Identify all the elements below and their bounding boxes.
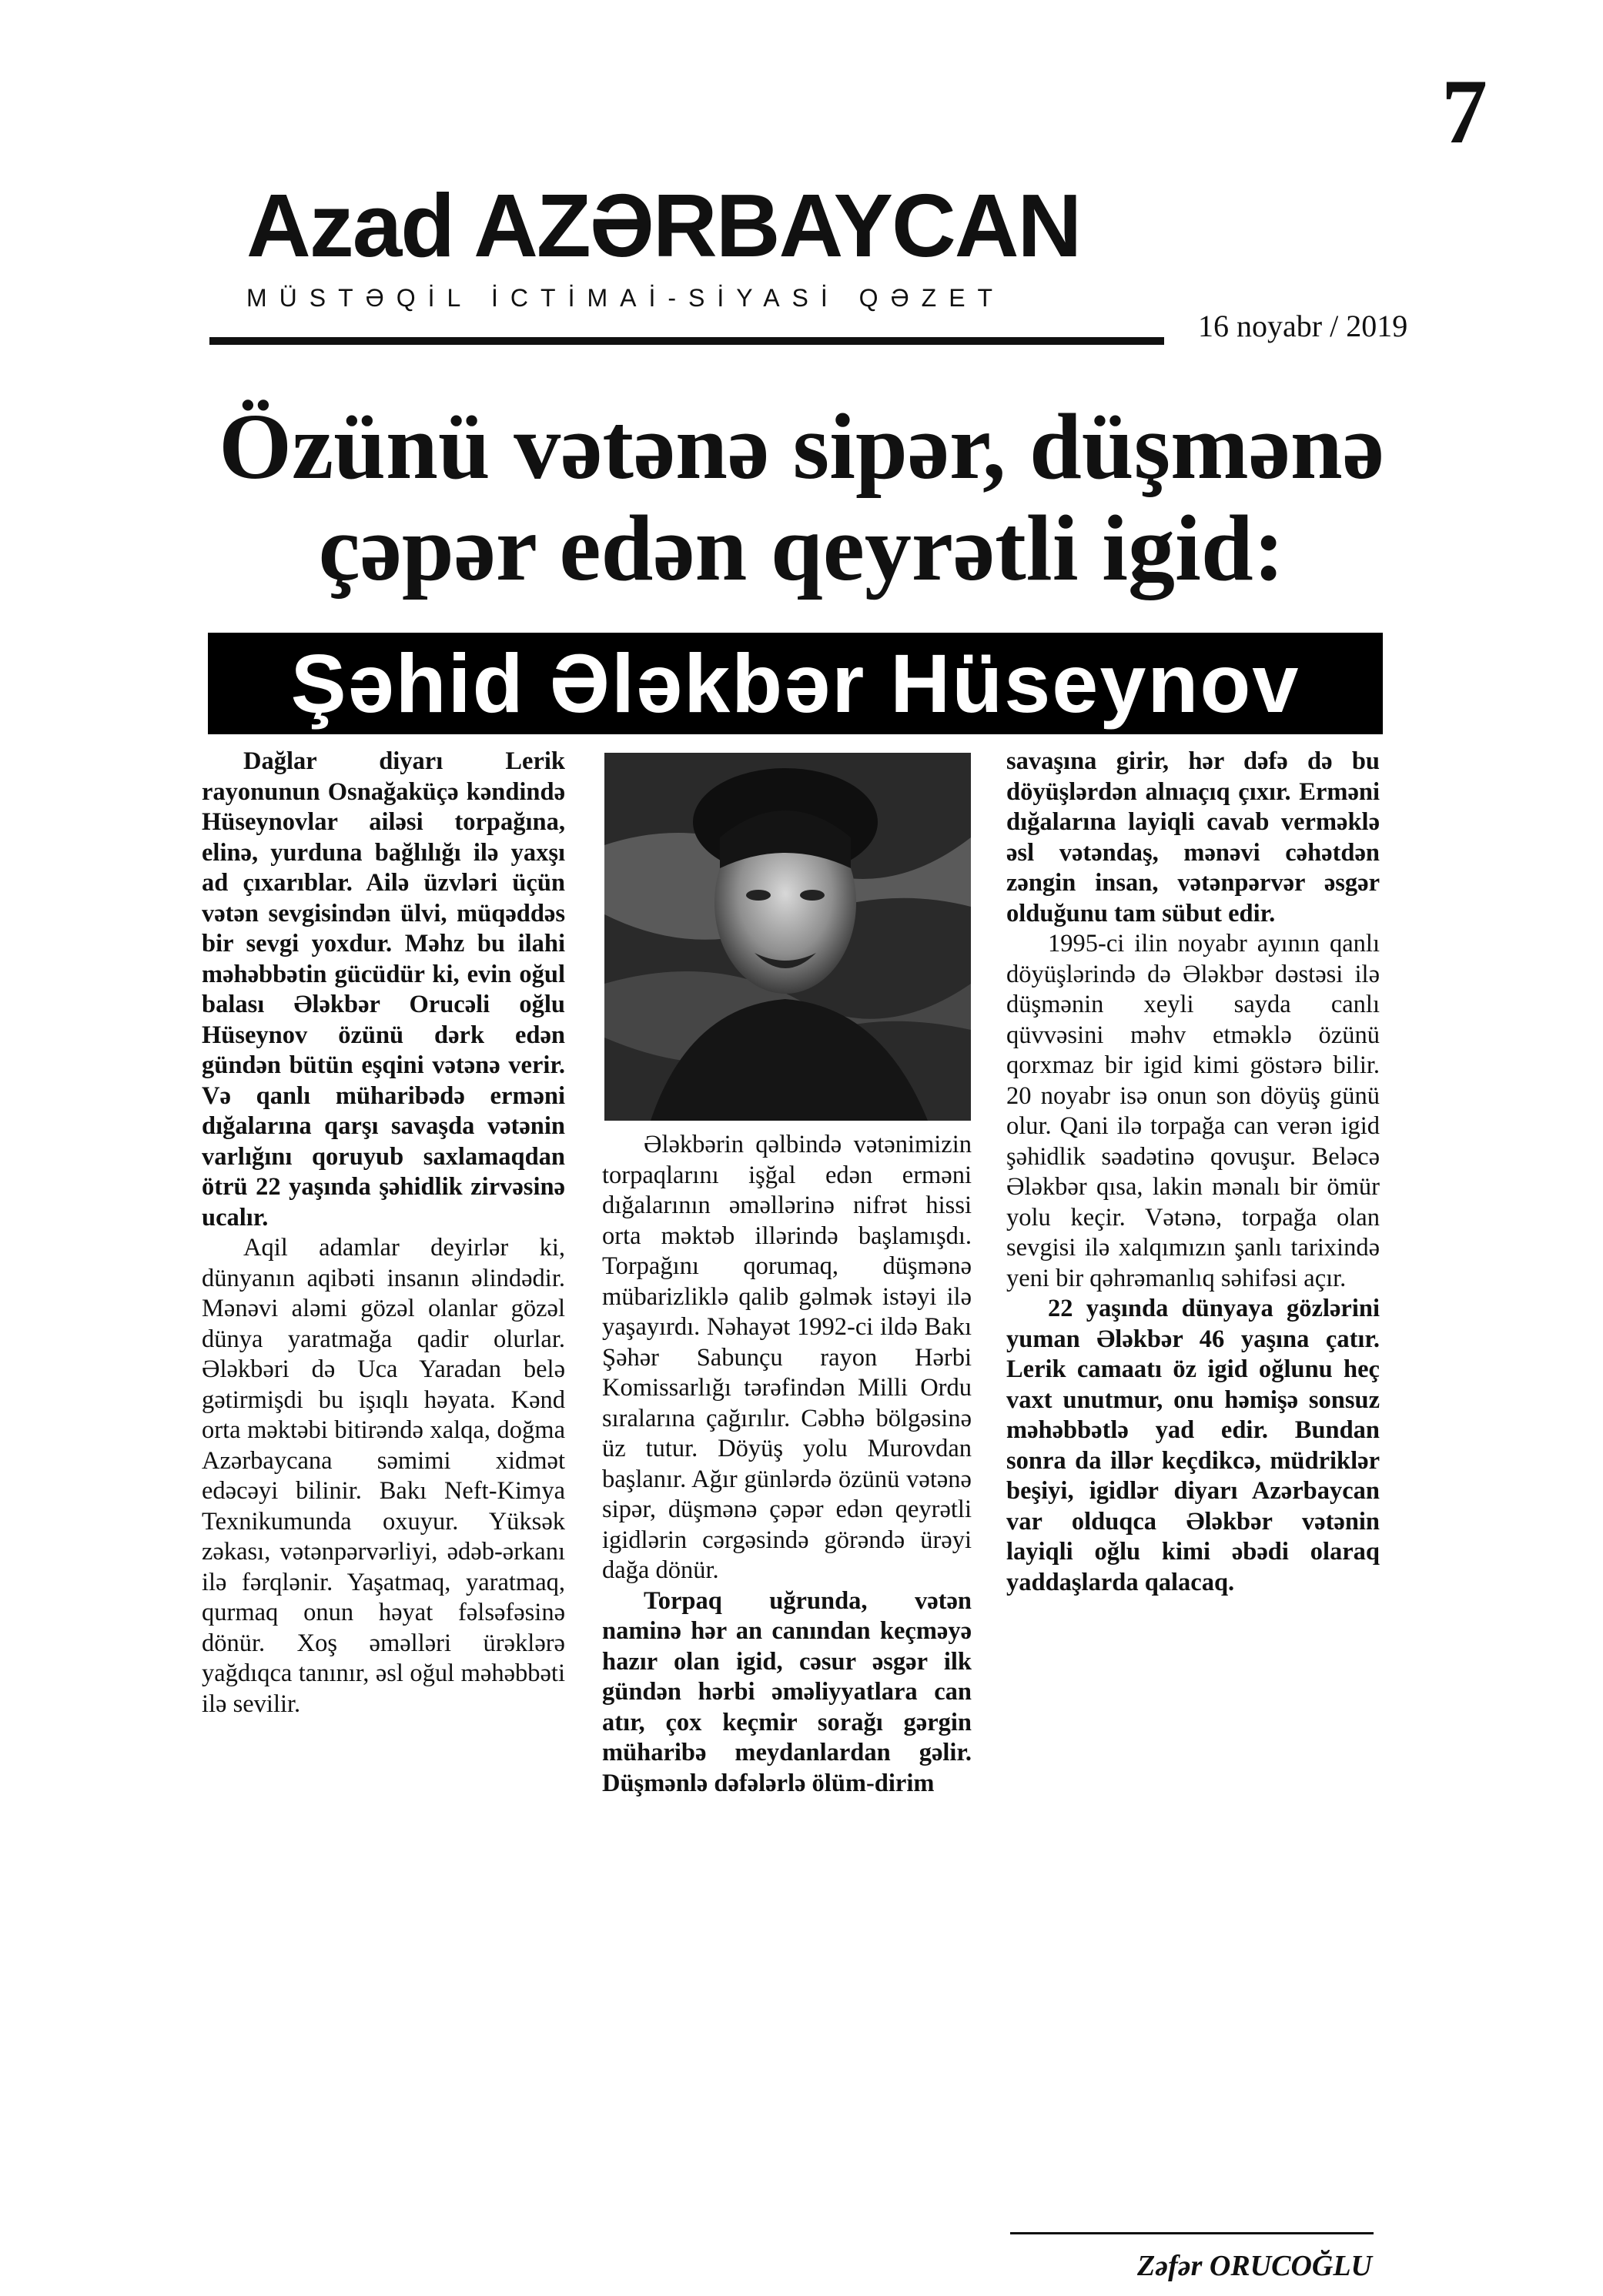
page-number: 7 [1441,60,1488,162]
paragraph: 1995-ci ilin noyabr ayının qanlı döyüşlərində də Ələkbər dəstəsi ilə düşmənin xeyli sayda canlı qüvvəsini məhv etməklə özünü qorxmaz bir igid kimi göstərə bilir. 20 noyabr isə onun son döyüş günü olur. Qani ilə torpağa can verən igid şəhidlik səadətinə qovuşur. Beləcə Ələkbər qısa, lakin mənalı bir ömür yolu keçir. Vətənə, torpağa olan sevgisi ilə xalqımızın şanlı tarixində yeni bir qəhrəmanlıq səhifəsi açır. [1006,930,1380,1292]
name-banner: Şəhid Ələkbər Hüseynov [208,633,1383,734]
headline-line-1: Özünü vətənə sipər, düşmənə [219,395,1384,499]
headline-line-2: çəpər edən qeyrətli igid: [318,496,1285,600]
author-byline: Zəfər ORUCOĞLU [1136,2250,1372,2282]
masthead [246,175,1170,312]
author-rule [1010,2232,1374,2234]
portrait-photo [604,753,971,1121]
paragraph: Torpaq uğrunda, vətən naminə hər an canından keçməyə hazır olan igid, cəsur əsgər ilk gündən hərbi əməliyyatlara can atır, çox keçmir sorağı gərgin müharibə meydanlardan gəlir. Düşmənlə dəfələrlə ölüm-dirim [602,1586,972,1797]
paragraph: Ələkbərin qəlbində vətənimizin torpaqlarını işğal edən erməni dığalarının əməllərinə nifrət hissi orta məktəb illərində başlamışdı. Torpağını qorumaq, düşmənə mübarizliklə qalib gəlmək istəyi ilə yaşayırdı. Nəhayət 1992-ci ildə Bakı Şəhər Sabunçu rayon Hərbi Komissarlığı tərəfindən Milli Ordu sıralarına çağırılır. Cəbhə bölgəsinə üz tutur. Döyüş yolu Murovdan başlanır. Ağır günlərdə özünü vətənə sipər, düşmənə çəpər edən qeyrətli igidlərin cərgəsində görəndə ürəyi dağa dönür. [602,1131,972,1584]
masthead-rule [209,337,1164,345]
article-column-right [1006,747,1380,1598]
masthead-subtitle: MÜSTƏQİL İCTİMAİ-SİYASİ QƏZET [246,284,1006,312]
intro-paragraph: Dağlar diyarı Lerik rayonunun Osnağaküçə kəndində Hüseynovlar ailəsi torpağına, elinə, yurduna bağlılığı ilə yaxşı ad çıxarıblar. Ailə üzvləri üçün vətən sevgisindən ülvi, müqəddəs bir sevgi yoxdur. Məhz bu ilahi məhəbbətin gücüdür ki, evin oğul balası Ələkbər Orucəli oğlu Hüseynov özünü dərk edən gündən bütün eşqini vətənə verir. Və qanlı müharibədə erməni dığalarına qarşı savaşda vətənin varlığını qoruyub saxlamaqdan ötrü 22 yaşında şəhidlik zirvəsinə ucalır. [202,747,565,1232]
paragraph: 22 yaşında dünyaya gözlərini yuman Ələkbər 46 yaşına çatır. Lerik camaatı öz igid oğlunu heç vaxt unutmur, onu həmişə sonsuz məhəbbətlə yad edir. Bundan sonra da illər keçdikcə, müdriklər beşiyi, igidlər diyarı Azərbaycan var olduqca Ələkbər vətənin layiqli oğlu kimi əbədi olaraq yaddaşlarda qalacaq. [1006,1295,1380,1596]
paragraph: savaşına girir, hər dəfə də bu döyüşlərdən alnıaçıq çıxır. Erməni dığalarına layiqli cavab verməklə əsl vətəndaş, mənəvi cəhətdən zəngin insan, vətənpərvər əsgər olduğunu tam sübut edir. [1006,747,1380,927]
issue-date: 16 noyabr / 2019 [1198,309,1408,343]
article-column-left [202,747,565,1719]
headline [0,396,1603,600]
paragraph: Aqil adamlar deyirlər ki, dünyanın aqibəti insanın əlindədir. Mənəvi aləmi gözəl olanlar gözəl dünya yaratmağa qadir olurlar. Ələkbəri də Uca Yaradan belə gətirmişdi bu işıqlı həyata. Kənd orta məktəbi bitirəndə xalqa, doğma Azərbaycana səmimi xidmət edəcəyi bilinir. Bakı Neft-Kimya Texnikumunda oxuyur. Yüksək zəkası, vətənpərvərliyi, ədəb-ərkanı ilə fərqlənir. Yaşatmaq, yaratmaq, qurmaq onun həyat fəlsəfəsinə dönür. Xoş əməlləri ürəklərə yağdıqca tanınır, əsl oğul məhəbbəti ilə sevilir. [202,1234,565,1718]
portrait-illustration [604,753,971,1121]
masthead-title: Azad AZƏRBAYCAN [246,175,1081,276]
article-column-middle [602,1130,972,1799]
